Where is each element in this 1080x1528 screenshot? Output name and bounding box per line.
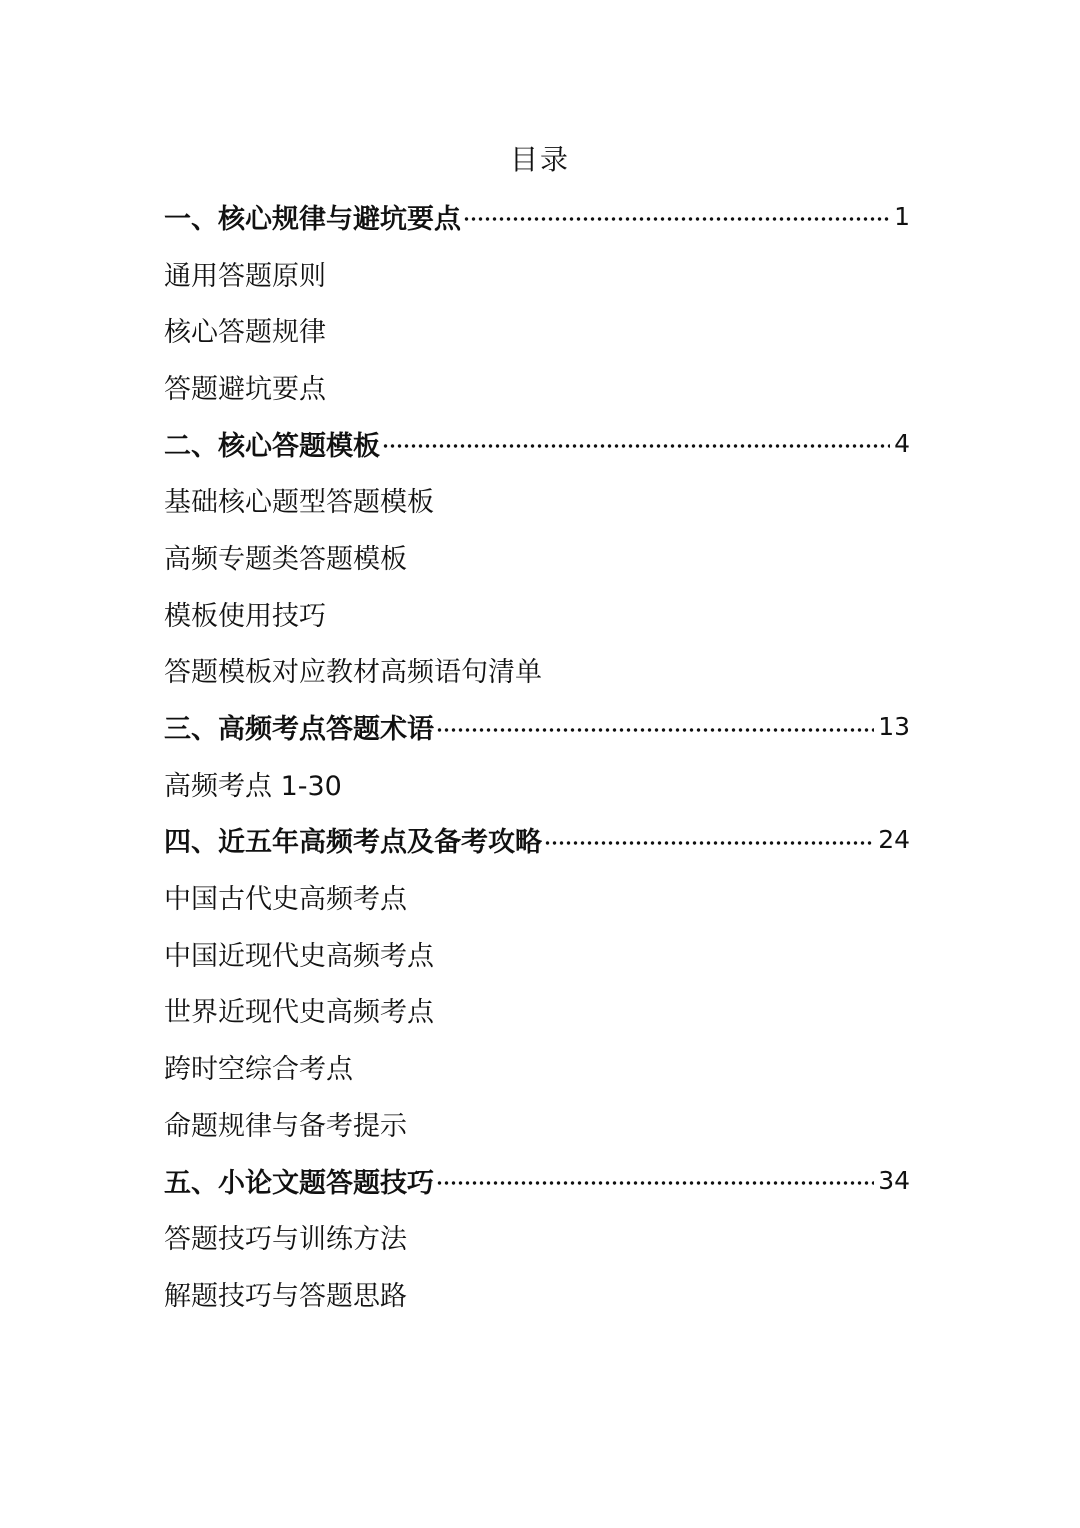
toc-item[interactable] [164,982,910,1039]
toc-section-label: 五、小论文题答题技巧 [164,1167,434,1199]
toc-item-label: 答题避坑要点 [164,373,326,405]
toc-section-5[interactable] [164,1152,910,1209]
toc-item[interactable] [164,925,910,982]
dot-leader [463,217,890,221]
toc-item-label: 核心答题规律 [164,317,326,349]
toc-item-label: 通用答题原则 [164,260,326,292]
toc-item[interactable] [164,755,910,812]
toc-section-3[interactable] [164,698,910,755]
toc-section-label: 二、核心答题模板 [164,430,380,462]
toc-section-1[interactable] [164,188,910,245]
toc-page-number: 34 [878,1165,910,1195]
toc-section-label: 三、高频考点答题术语 [164,714,434,746]
dot-leader [382,444,890,448]
toc-item[interactable] [164,642,910,699]
toc-item[interactable] [164,1038,910,1095]
toc-item[interactable] [164,868,910,925]
toc-page-number: 4 [894,428,910,458]
toc-item-label: 中国近现代史高频考点 [164,940,434,972]
toc-item-label: 高频考点 1-30 [164,770,342,802]
toc-item-label: 高频专题类答题模板 [164,543,407,575]
toc-item[interactable] [164,471,910,528]
toc-item[interactable] [164,1265,910,1322]
dot-leader [436,1181,874,1185]
toc-item-label: 中国古代史高频考点 [164,884,407,916]
toc-item-label: 命题规律与备考提示 [164,1110,407,1142]
toc-section-label: 一、核心规律与避坑要点 [164,203,461,235]
toc-section-label: 四、近五年高频考点及备考攻略 [164,827,542,859]
toc-item[interactable] [164,528,910,585]
dot-leader [544,841,874,845]
toc-item[interactable] [164,585,910,642]
toc-item-label: 基础核心题型答题模板 [164,487,434,519]
toc-section-4[interactable] [164,812,910,869]
toc-page-number: 24 [878,825,910,855]
toc-section-2[interactable] [164,415,910,472]
toc-page-number: 1 [894,201,910,231]
table-of-contents [164,188,910,1322]
toc-item-label: 答题技巧与训练方法 [164,1224,407,1256]
toc-item-label: 跨时空综合考点 [164,1054,353,1086]
toc-item[interactable] [164,358,910,415]
toc-item-label: 世界近现代史高频考点 [164,997,434,1029]
toc-item[interactable] [164,301,910,358]
toc-item-label: 模板使用技巧 [164,600,326,632]
toc-item[interactable] [164,1095,910,1152]
toc-item[interactable] [164,245,910,302]
toc-item-label: 解题技巧与答题思路 [164,1280,407,1312]
toc-item-label: 答题模板对应教材高频语句清单 [164,657,542,689]
dot-leader [436,728,874,732]
toc-item[interactable] [164,1208,910,1265]
page-title: 目录 [509,143,570,176]
toc-page-number: 13 [878,712,910,742]
